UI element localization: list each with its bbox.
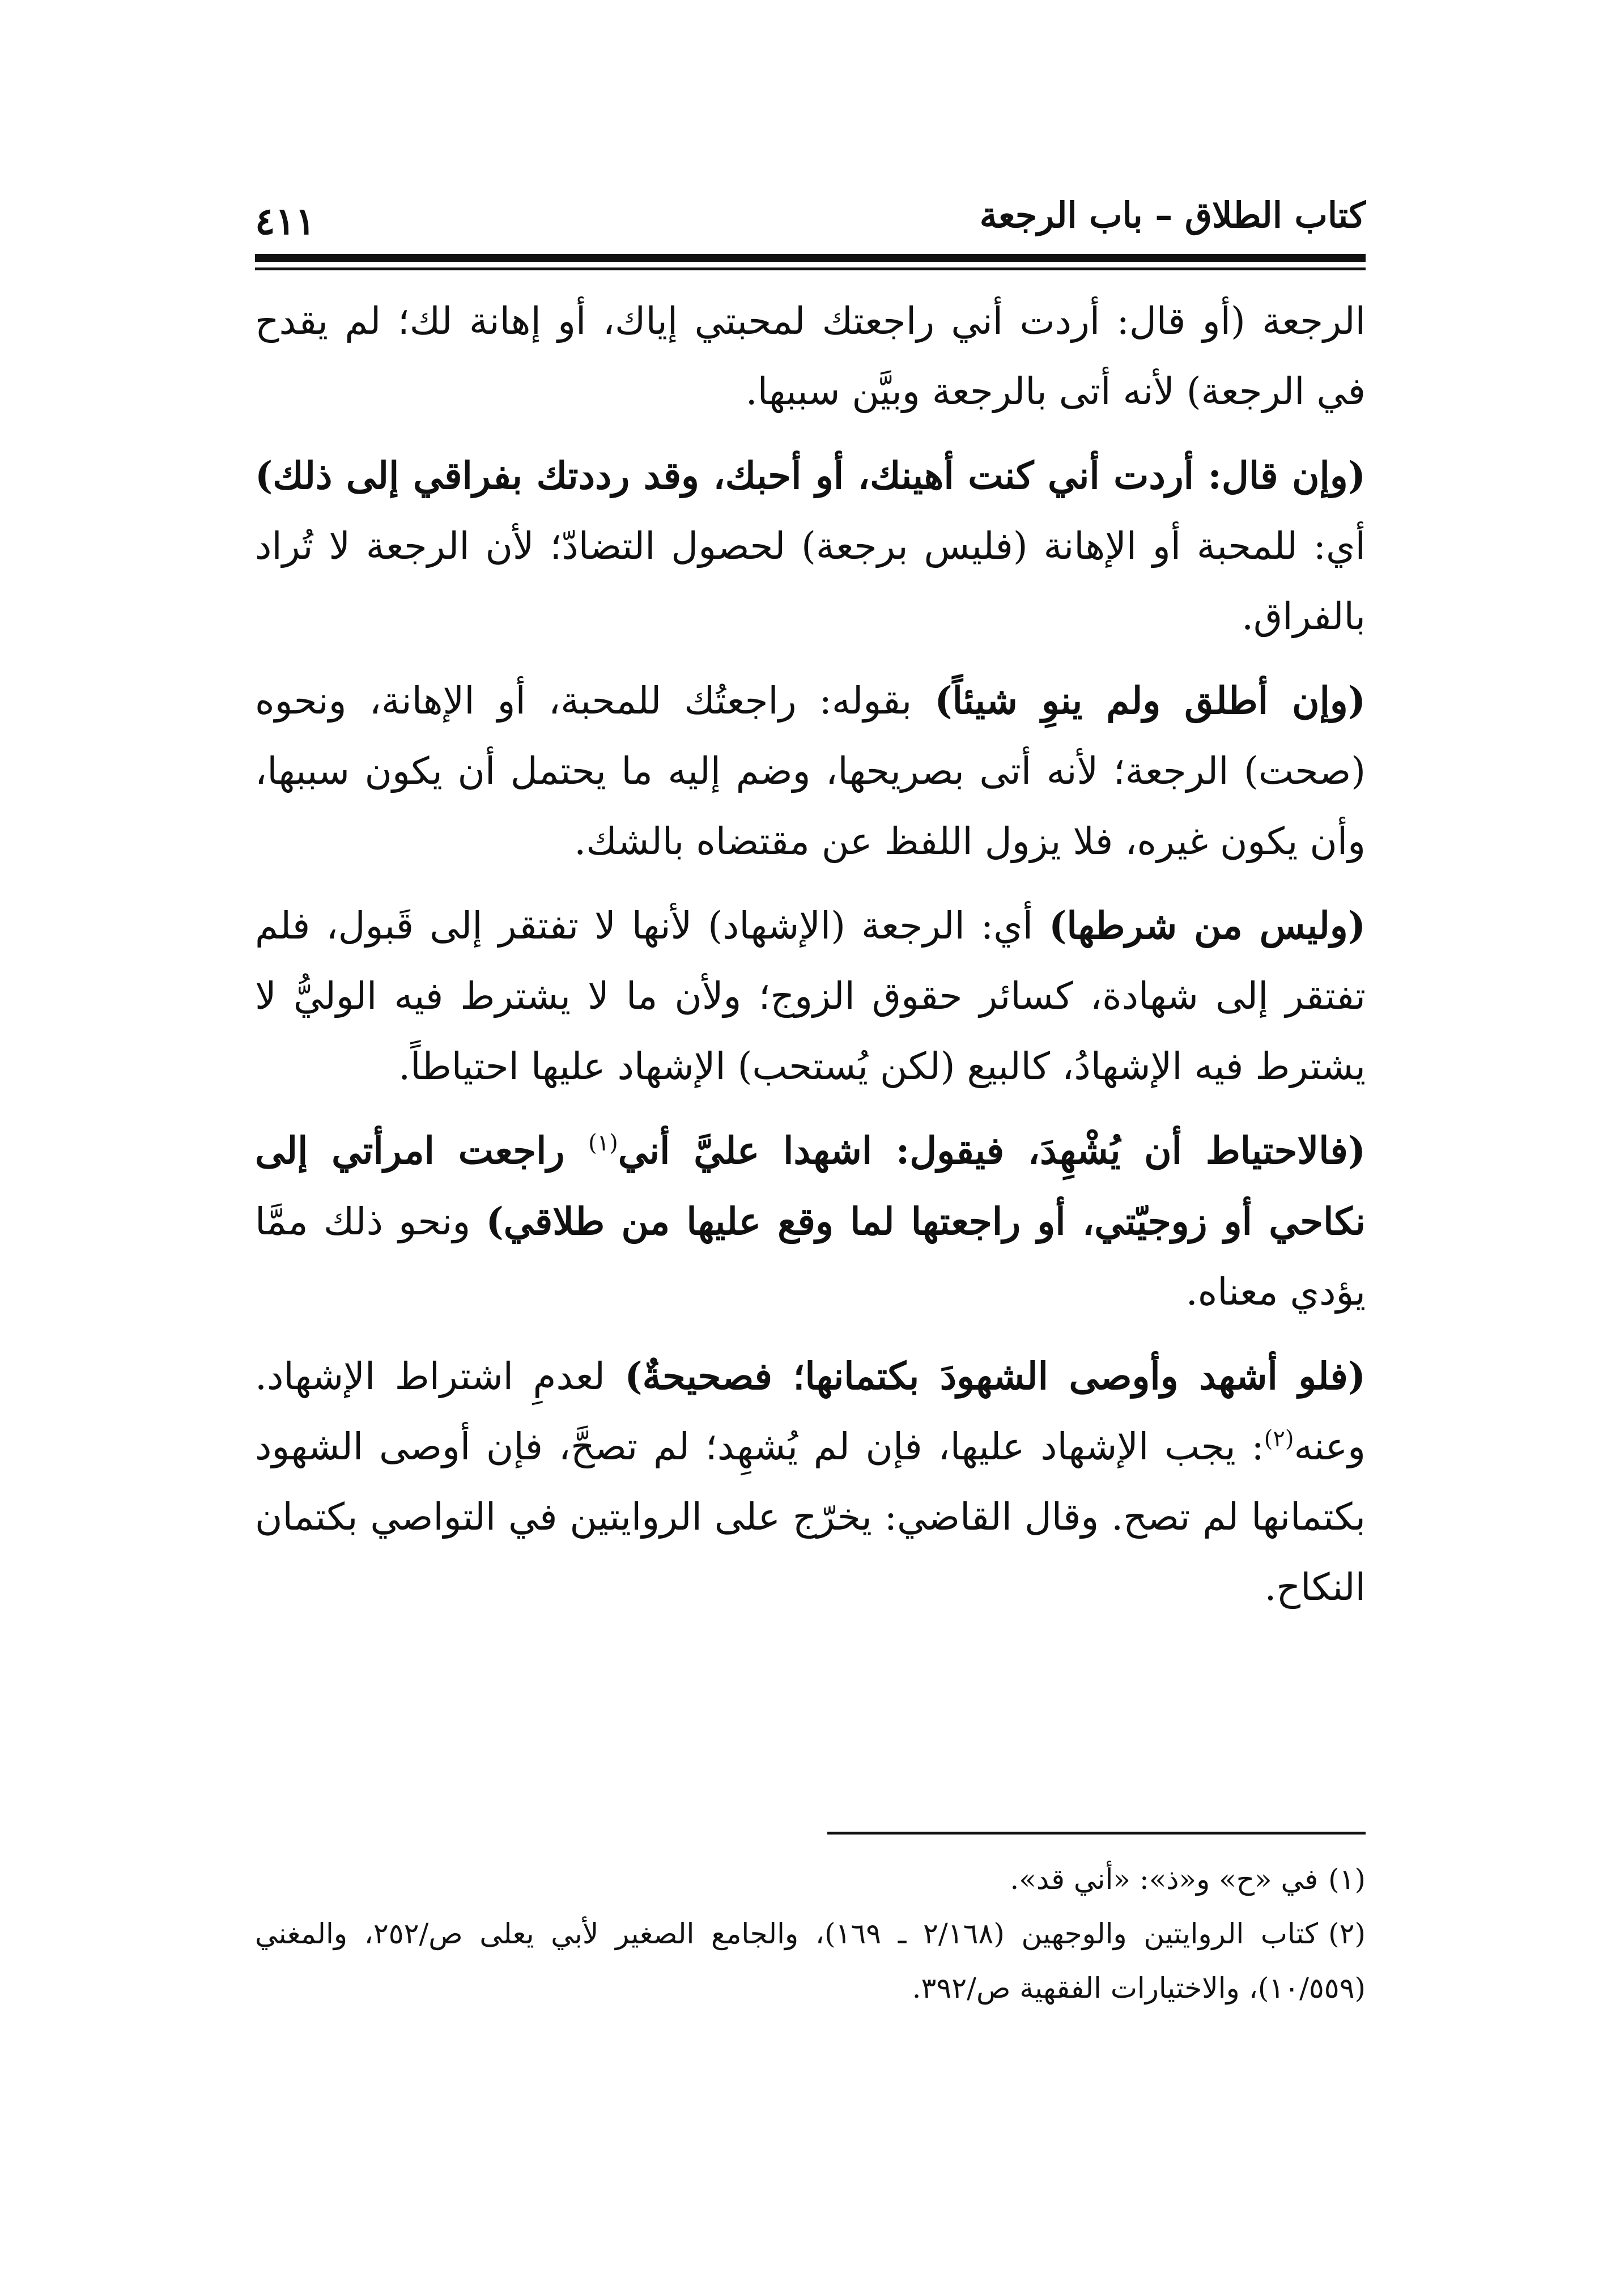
running-header [255, 187, 1366, 249]
main-text [255, 286, 1366, 1636]
footnote-1 [255, 1852, 1366, 1906]
paragraph-3-lead: (وإن أطلق ولم ينوِ شيئاً) [934, 678, 1366, 723]
chapter-title: كتاب الطلاق – باب الرجعة [979, 194, 1366, 236]
paragraph-2-lead: (وإن قال: أردت أني كنت أهينك، أو أحبك، وقد رددتك بفراقي إلى ذلك) [255, 453, 1366, 498]
paragraph-5-lead-start: (فالاحتياط أن يُشْهِدَ، فيقول: اشهدا عليَّ أني [618, 1128, 1366, 1173]
paragraph-4-lead: (وليس من شرطها) [1049, 903, 1366, 948]
footnotes [255, 1852, 1366, 2015]
footnote-1-number: (١) [1328, 1863, 1366, 1896]
footnote-separator [827, 1832, 1366, 1835]
paragraph-2 [255, 440, 1366, 652]
footnote-ref-1[interactable]: (١) [588, 1130, 618, 1156]
footnote-ref-2[interactable]: (٢) [1264, 1426, 1294, 1452]
paragraph-6-text-end: : يجب الإشهاد عليها، فإن لم يُشهِد؛ لم تصحَّ، فإن أوصى الشهود بكتمانها لم تصح. وقال القاضي: يخرّج على الروايتين في التواصي بكتمان النكاح. [255, 1425, 1366, 1609]
paragraph-5-text: ونحو ذلك ممَّا يؤدي معناه. [255, 1200, 1366, 1314]
footnote-2-number: (٢) [1328, 1917, 1366, 1950]
paragraph-1-text: الرجعة (أو قال: أردت أني راجعتك لمحبتي إياك، أو إهانة لك؛ لم يقدح في الرجعة) لأنه أتى بالرجعة وبيَّن سببها. [255, 299, 1366, 413]
footnote-2-text: كتاب الروايتين والوجهين (٢/١٦٨ ـ ١٦٩)، والجامع الصغير لأبي يعلى ص/٢٥٢، والمغني (١٠/٥٥٩)، والاختيارات الفقهية ص/٣٩٢. [255, 1917, 1366, 2005]
paragraph-6 [255, 1341, 1366, 1623]
paragraph-4 [255, 890, 1366, 1102]
footnote-2 [255, 1906, 1366, 2015]
footnote-1-text: في «ح» و«ذ»: «أني قد». [1010, 1863, 1319, 1896]
header-rule-thin [255, 267, 1366, 270]
paragraph-1 [255, 286, 1366, 427]
paragraph-6-lead: (فلو أشهد وأوصى الشهودَ بكتمانها؛ فصحيحةٌ) [624, 1354, 1366, 1398]
paragraph-3-text: بقوله: راجعتُك للمحبة، أو الإهانة، ونحوه (صحت) الرجعة؛ لأنه أتى بصريحها، وضم إليه ما يحتمل أن يكون سببها، وأن يكون غيره، فلا يزول اللفظ عن مقتضاه بالشك. [255, 679, 1366, 863]
paragraph-3 [255, 665, 1366, 877]
paragraph-5 [255, 1115, 1366, 1327]
paragraph-6-text-start: لعدمِ اشتراط الإشهاد. وعنه [255, 1354, 1366, 1468]
paragraph-4-text: أي: الرجعة (الإشهاد) لأنها لا تفتقر إلى قَبول، فلم تفتقر إلى شهادة، كسائر حقوق الزوج؛ ولأن ما لا يشترط فيه الوليُّ لا يشترط فيه الإشهادُ، كالبيع (لكن يُستحب) الإشهاد عليها احتياطاً. [255, 904, 1366, 1088]
header-rule [255, 254, 1366, 270]
paragraph-5-lead-end: راجعت امرأتي إلى نكاحي أو زوجيّتي، أو راجعتها لما وقع عليها من طلاقي) [255, 1128, 1366, 1243]
header-rule-thick [255, 254, 1366, 262]
page-number: ٤١١ [255, 199, 316, 243]
paragraph-2-text: أي: للمحبة أو الإهانة (فليس برجعة) لحصول التضادّ؛ لأن الرجعة لا تُراد بالفراق. [255, 524, 1366, 638]
